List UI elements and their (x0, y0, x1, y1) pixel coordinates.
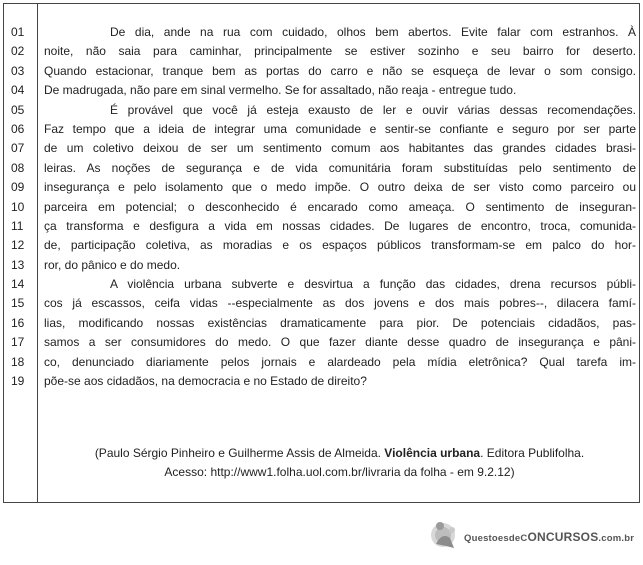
line-number: 07 (11, 141, 25, 156)
text-line: De dia, ande na rua com cuidado, olhos bem abertos. Evite falar com estranhos. À (110, 25, 636, 39)
line-number-column (4, 23, 34, 391)
line-number: 15 (11, 296, 25, 311)
line-number: 16 (11, 315, 25, 330)
text-line: insegurança e pelo isolamento que o medo impõe. O outro deixa de ser visto como parceiro ou (44, 180, 636, 195)
logo-figure-icon (428, 518, 462, 552)
line-number: 06 (11, 121, 25, 136)
line-number: 01 (11, 25, 25, 39)
text-line: Quando estacionar, tranque bem as portas do carro e não se esqueça de levar o som consigo. (44, 63, 636, 78)
citation-title: Violência urbana (384, 446, 481, 460)
line-number: 11 (11, 218, 24, 233)
line-number: 18 (11, 354, 25, 369)
text-line: noite, não saia para caminhar, principalmente se estiver sozinho e seu bairro for deserto. (44, 44, 636, 59)
passage-text (44, 23, 636, 391)
line-number: 03 (11, 63, 25, 78)
line-number: 14 (11, 277, 25, 292)
site-logo (428, 518, 640, 554)
text-line: De madrugada, não pare em sinal vermelho. Se for assaltado, não reaja - entregue tudo. (44, 83, 517, 98)
text-line: lias, modificando nossas existências dramaticamente para pior. De potenciais cidadãos, pas- (44, 315, 636, 330)
line-number: 13 (11, 257, 25, 272)
text-line: leiras. As noções de segurança e de vida comunitária foram substituídas pelo sentimento de (44, 160, 636, 175)
logo-text-part1: QuestoesdeC (464, 533, 528, 544)
logo-text-part3: .com.br (598, 533, 635, 544)
citation-publisher: . Editora Publifolha. (480, 446, 585, 460)
citation-line-1 (38, 444, 641, 463)
line-number: 12 (11, 238, 25, 253)
text-line: cos já escassos, ceifa vidas --especialmente as dos jovens e dos mais pobres--, dilacera famí- (44, 296, 636, 311)
citation-access: Acesso: http://www1.folha.uol.com.br/livraria da folha - em 9.2.12) (164, 465, 515, 480)
line-number: 17 (11, 335, 25, 350)
text-line: parceira em potencial; o desconhecido é encarado como ameaça. O sentimento de inseguran- (44, 199, 636, 214)
text-line: samos a ser consumidores do medo. O que fazer diante desse quadro de insegurança e pâni- (44, 335, 636, 350)
line-number: 04 (11, 83, 25, 98)
line-number: 08 (11, 160, 25, 175)
text-line: põe-se aos cidadãos, na democracia e no Estado de direito? (44, 374, 367, 389)
text-line: É provável que você já esteja exausto de ler e ouvir várias dessas recomendações. (110, 102, 636, 117)
text-frame (3, 3, 640, 503)
text-line: de, participação coletiva, as moradias e os espaços públicos transformam-se em palco do hor- (44, 238, 636, 253)
text-line: co, denunciado diariamente pelos jornais e alardeado pela mídia eletrônica? Qual tarefa im- (44, 354, 636, 369)
line-number: 10 (11, 199, 25, 214)
text-line: ror, do pânico e do medo. (44, 257, 181, 272)
line-number: 05 (11, 102, 25, 117)
logo-text-part2: ONCURSOS (527, 530, 599, 544)
line-number: 09 (11, 180, 25, 195)
logo-text (464, 530, 634, 544)
text-line: A violência urbana subverte e desvirtua a função das cidades, drena recursos públi- (110, 277, 636, 292)
line-number: 19 (11, 374, 25, 389)
text-line: de um coletivo deixou de ser um sentimento comum aos habitantes das grandes cidades brasi- (44, 141, 636, 156)
text-line: ça transforma e desfigura a vida em nossas cidades. De lugares de encontro, troca, comunida- (44, 218, 636, 233)
citation-authors: (Paulo Sérgio Pinheiro e Guilherme Assis de Almeida. (94, 446, 385, 460)
column-divider (37, 4, 38, 502)
text-line: Faz tempo que a ideia de integrar uma comunidade e sentir-se confiante e seguro por ser parte (44, 121, 636, 136)
citation (38, 444, 641, 483)
line-number: 02 (11, 44, 25, 59)
